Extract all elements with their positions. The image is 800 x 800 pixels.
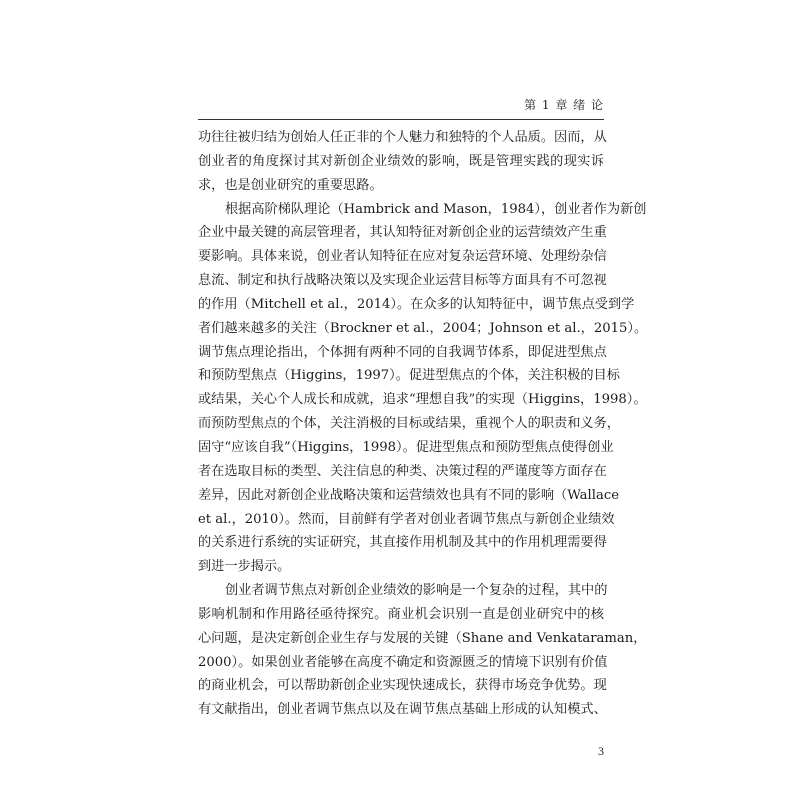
text-line: 有文献指出，创业者调节焦点以及在调节焦点基础上形成的认知模式、 xyxy=(198,702,607,718)
text-line: 的关系进行系统的实证研究，其直接作用机制及其中的作用机理需要得 xyxy=(198,535,607,551)
header-rule xyxy=(198,119,604,120)
text-line: et al.，2010）。然而，目前鲜有学者对创业者调节焦点与新创企业绩效 xyxy=(198,511,615,527)
text-line: 创业者的角度探讨其对新创企业绩效的影响，既是管理实践的现实诉 xyxy=(198,153,604,169)
text-line: 的商业机会，可以帮助新创企业实现快速成长，获得市场竞争优势。现 xyxy=(198,678,607,694)
body-text xyxy=(198,126,648,722)
text-line: 息流、制定和执行战略决策以及实现企业运营目标等方面具有不可忽视 xyxy=(198,273,607,289)
text-line: 调节焦点理论指出，个体拥有两种不同的自我调节体系，即促进型焦点 xyxy=(198,344,607,360)
text-line: 者在选取目标的类型、关注信息的种类、决策过程的严谨度等方面存在 xyxy=(198,463,607,479)
text-line: 企业中最关键的高层管理者，其认知特征对新创企业的运营绩效产生重 xyxy=(198,225,607,241)
text-line: 创业者调节焦点对新创企业绩效的影响是一个复杂的过程，其中的 xyxy=(225,583,608,599)
running-header: 第 1 章 绪 论 xyxy=(524,98,604,112)
text-line: 功往往被归结为创始人任正非的个人魅力和独特的个人品质。因而，从 xyxy=(198,130,607,145)
text-line: 到进一步揭示。 xyxy=(198,559,291,575)
text-line: 的作用（Mitchell et al.，2014）。在众多的认知特征中，调节焦点受到学 xyxy=(198,296,635,312)
page-number: 3 xyxy=(598,744,604,758)
text-line: 差异，因此对新创企业战略决策和运营绩效也具有不同的影响（Wallace xyxy=(198,487,620,503)
text-line: 求，也是创业研究的重要思路。 xyxy=(198,177,383,193)
text-line: 和预防型焦点（Higgins，1997）。促进型焦点的个体，关注积极的目标 xyxy=(198,368,620,384)
text-line: 者们越来越多的关注（Brockner et al.，2004；Johnson et al.，2015）。 xyxy=(198,320,648,336)
text-line: 根据高阶梯队理论（Hambrick and Mason，1984），创业者作为新创 xyxy=(225,201,647,217)
text-line: 要影响。具体来说，创业者认知特征在应对复杂运营环境、处理纷杂信 xyxy=(198,249,607,265)
text-line: 固守“应该自我”（Higgins，1998）。促进型焦点和预防型焦点使得创业 xyxy=(198,439,614,455)
text-line: 影响机制和作用路径亟待探究。商业机会识别一直是创业研究中的核 xyxy=(198,606,604,622)
text-line: 心问题，是决定新创企业生存与发展的关键（Shane and Venkataraman， xyxy=(198,630,647,646)
text-line: 而预防型焦点的个体，关注消极的目标或结果，重视个人的职责和义务， xyxy=(198,416,620,432)
text-line: 2000）。如果创业者能够在高度不确定和资源匮乏的情境下识别有价值 xyxy=(198,654,608,670)
text-line: 或结果，关心个人成长和成就，追求“理想自我”的实现（Higgins，1998）。 xyxy=(198,392,647,408)
